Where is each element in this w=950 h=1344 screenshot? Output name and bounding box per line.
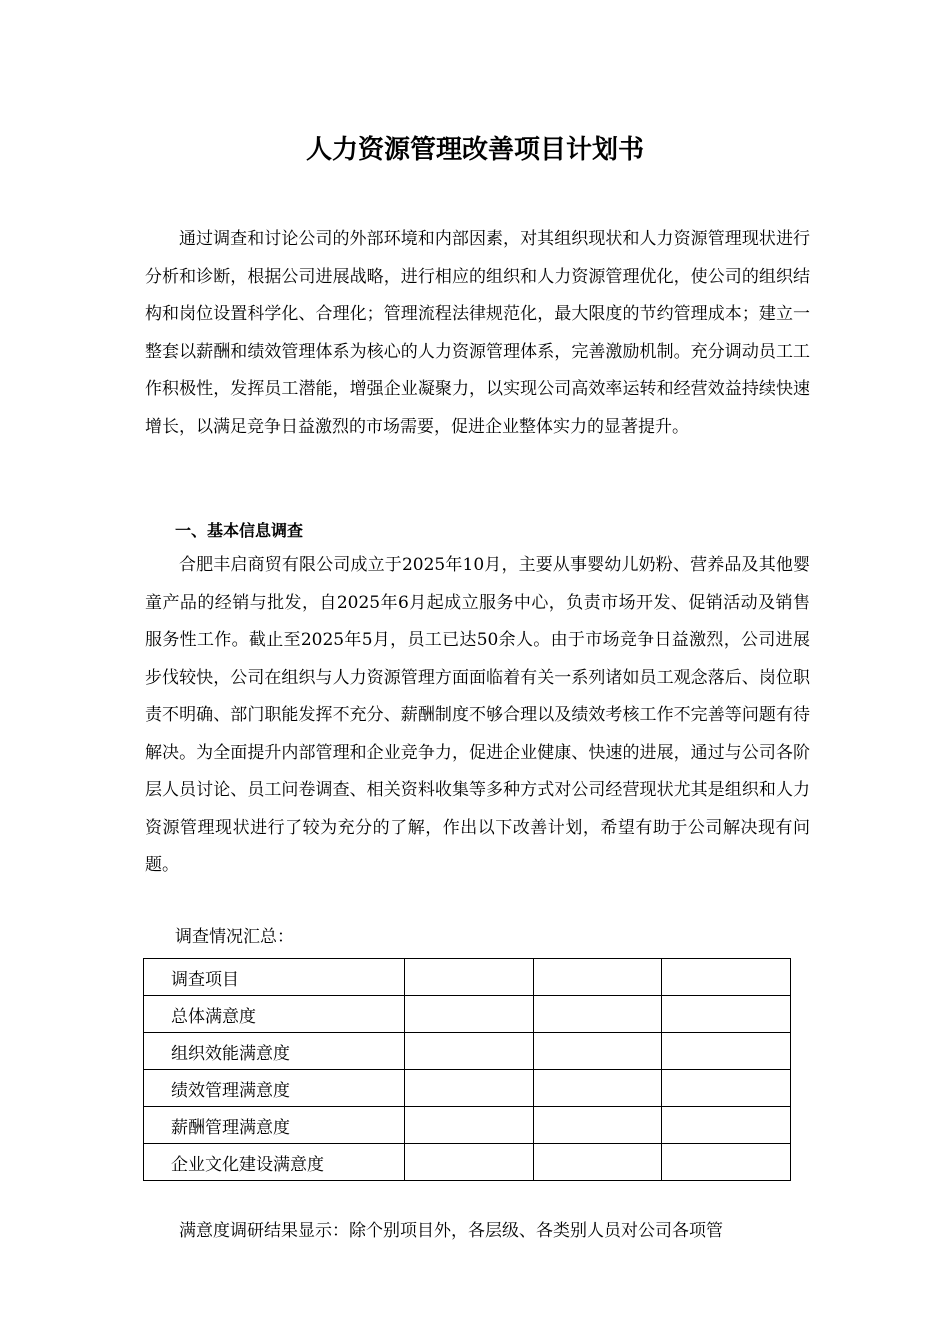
table-cell <box>405 1033 534 1070</box>
table-cell <box>662 959 791 996</box>
table-cell <box>405 996 534 1033</box>
table-row <box>144 959 791 996</box>
table-cell <box>533 1070 662 1107</box>
table-cell-label: 总体满意度 <box>144 996 405 1033</box>
section-heading-basic-info: 一、基本信息调查 <box>175 521 304 540</box>
survey-summary-label: 调查情况汇总： <box>175 927 294 947</box>
table-cell <box>405 1070 534 1107</box>
table-cell <box>533 1033 662 1070</box>
table-cell-label: 企业文化建设满意度 <box>144 1144 405 1181</box>
table-cell <box>533 959 662 996</box>
table-cell-label: 薪酬管理满意度 <box>144 1107 405 1144</box>
table-cell <box>662 1144 791 1181</box>
table-cell-label: 调查项目 <box>144 959 405 996</box>
survey-result-paragraph: 满意度调研结果显示：除个别项目外，各层级、各类别人员对公司各项管 <box>179 1221 723 1241</box>
table-row <box>144 1033 791 1070</box>
table-cell <box>533 1144 662 1181</box>
table-cell <box>662 1033 791 1070</box>
table-cell <box>533 1107 662 1144</box>
document-title: 人力资源管理改善项目计划书 <box>305 135 644 165</box>
company-info-paragraph: 合肥丰启商贸有限公司成立于2025年10月，主要从事婴幼儿奶粉、营养品及其他婴童产品的经销与批发，自2025年6月起成立服务中心，负责市场开发、促销活动及销售服务性工作。截止至2025年5月，员工已达50余人。由于市场竞争日益激烈，公司进展步伐较快，公司在组织与人力资源管理方面面临着有关一系列诸如员工观念落后、岗位职责不明确、部门职能发挥不充分、薪酬制度不够合理以及绩效考核工作不完善等问题有待解决。为全面提升内部管理和企业竞争力，促进企业健康、快速的进展，通过与公司各阶层人员讨论、员工问卷调查、相关资料收集等多种方式对公司经营现状尤其是组织和人力资源管理现状进行了较为充分的了解，作出以下改善计划，希望有助于公司解决现有问题。 <box>145 555 810 875</box>
table-row <box>144 1107 791 1144</box>
table-cell <box>662 1107 791 1144</box>
table-row <box>144 996 791 1033</box>
table-cell-label: 组织效能满意度 <box>144 1033 405 1070</box>
table-cell <box>405 1144 534 1181</box>
table-cell <box>405 1107 534 1144</box>
survey-table <box>143 958 791 1181</box>
table-cell <box>662 1070 791 1107</box>
table-row <box>144 1070 791 1107</box>
table-cell <box>405 959 534 996</box>
table-cell-label: 绩效管理满意度 <box>144 1070 405 1107</box>
table-row <box>144 1144 791 1181</box>
table-cell <box>533 996 662 1033</box>
intro-paragraph: 通过调查和讨论公司的外部环境和内部因素，对其组织现状和人力资源管理现状进行分析和诊断，根据公司进展战略，进行相应的组织和人力资源管理优化，使公司的组织结构和岗位设置科学化、合理化；管理流程法律规范化，最大限度的节约管理成本；建立一整套以薪酬和绩效管理体系为核心的人力资源管理体系，完善激励机制。充分调动员工工作积极性，发挥员工潜能，增强企业凝聚力，以实现公司高效率运转和经营效益持续快速增长，以满足竞争日益激烈的市场需要，促进企业整体实力的显著提升。 <box>145 229 810 437</box>
table-cell <box>662 996 791 1033</box>
